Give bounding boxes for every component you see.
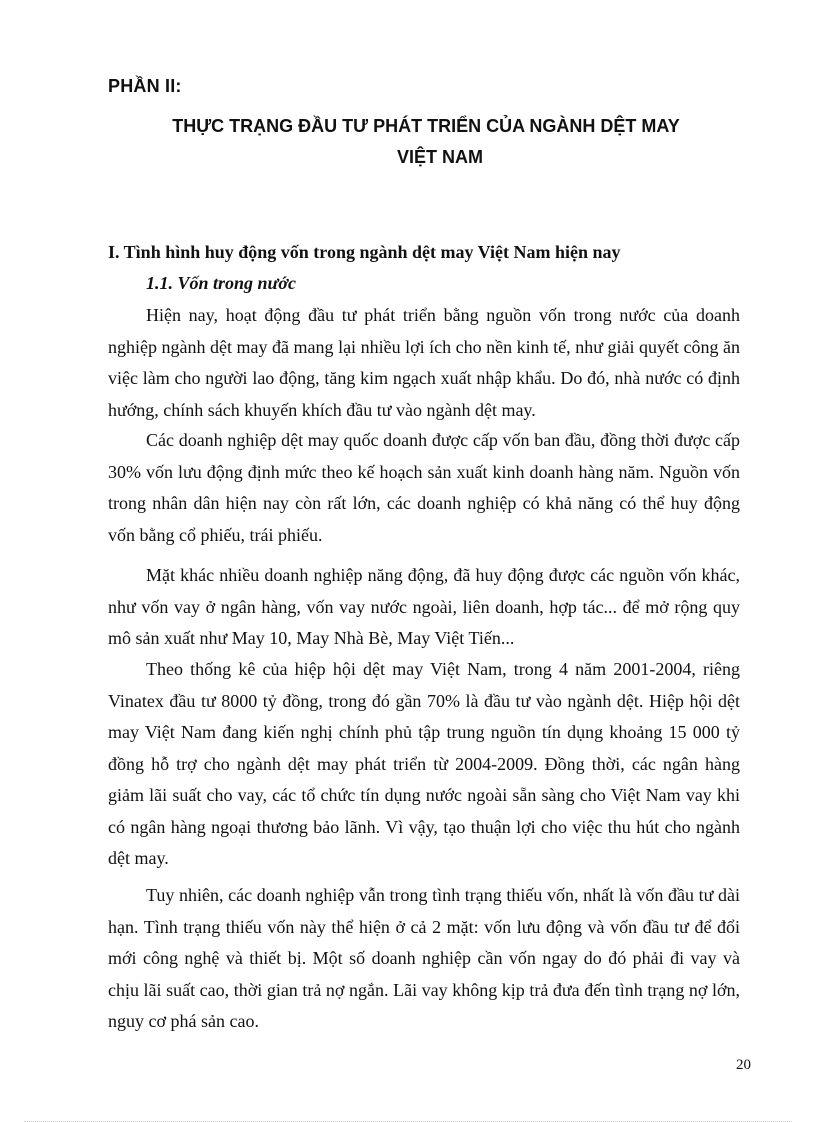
section-heading: I. Tình hình huy động vốn trong ngành dệt may Việt Nam hiện nay	[108, 242, 621, 262]
paragraph: Theo thống kê của hiệp hội dệt may Việt Nam, trong 4 năm 2001-2004, riêng Vinatex đầu tư 8000 tỷ đồng, trong đó gần 70% là đầu tư vào ngành dệt. Hiệp hội dệt may Việt Nam đang kiến nghị chính phủ tập trung nguồn tín dụng khoảng 15 000 tỷ đồng hỗ trợ cho ngành dệt may phát triển từ 2004-2009. Đồng thời, các ngân hàng giảm lãi suất cho vay, các tổ chức tín dụng nước ngoài sẵn sàng cho Việt Nam vay khi có ngân hàng ngoại thương bảo lãnh. Vì vậy, tạo thuận lợi cho việc thu hút cho ngành dệt may.	[108, 659, 740, 868]
paragraph: Tuy nhiên, các doanh nghiệp vẫn trong tình trạng thiếu vốn, nhất là vốn đầu tư dài hạn. Tình trạng thiếu vốn này thể hiện ở cả 2 mặt: vốn lưu động và vốn đầu tư để đổi mới công nghệ và thiết bị. Một số doanh nghiệp cần vốn ngay do đó phải đi vay và chịu lãi suất cao, thời gian trả nợ ngắn. Lãi vay không kịp trả đưa đến tình trạng nợ lớn, nguy cơ phá sản cao.	[108, 885, 740, 1031]
paragraph: Mặt khác nhiều doanh nghiệp năng động, đã huy động được các nguồn vốn khác, như vốn vay ở ngân hàng, vốn vay nước ngoài, liên doanh, hợp tác... để mở rộng quy mô sản xuất như May 10, May Nhà Bè, May Việt Tiến...	[108, 565, 740, 648]
chapter-title-line-2: VIỆT NAM	[396, 147, 483, 167]
page-number: 20	[736, 1057, 751, 1073]
part-label: PHẦN II:	[108, 76, 182, 96]
paragraph: Các doanh nghiệp dệt may quốc doanh được cấp vốn ban đầu, đồng thời được cấp 30% vốn lưu động định mức theo kế hoạch sản xuất kinh doanh hàng năm. Nguồn vốn trong nhân dân hiện nay còn rất lớn, các doanh nghiệp có khả năng có thể huy động vốn bằng cổ phiếu, trái phiếu.	[108, 430, 740, 545]
chapter-title-line-1: THỰC TRẠNG ĐẦU TƯ PHÁT TRIỂN CỦA NGÀNH DỆT MAY	[172, 116, 680, 136]
page-bottom-divider	[24, 1121, 792, 1122]
subsection-heading: 1.1. Vốn trong nước	[146, 273, 296, 293]
paragraph: Hiện nay, hoạt động đầu tư phát triển bằng nguồn vốn trong nước của doanh nghiệp ngành dệt may đã mang lại nhiều lợi ích cho nền kinh tế, như giải quyết công ăn việc làm cho người lao động, tăng kim ngạch xuất nhập khẩu. Do đó, nhà nước có định hướng, chính sách khuyến khích đầu tư vào ngành dệt may.	[108, 305, 740, 420]
